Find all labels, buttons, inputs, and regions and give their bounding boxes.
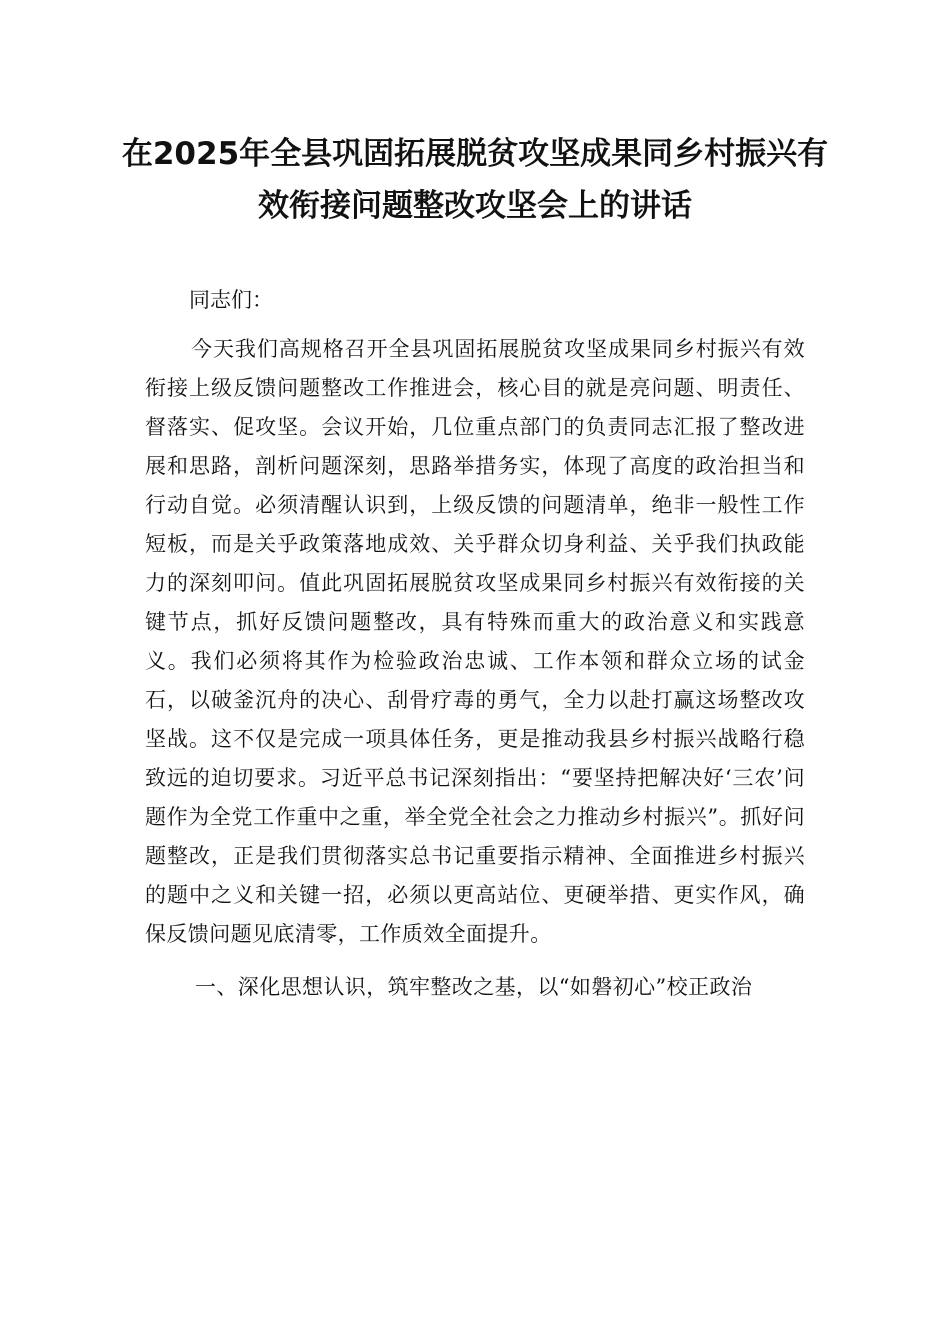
- document-body: [145, 282, 805, 1007]
- document-title: 在2025年全县巩固拓展脱贫攻坚成果同乡村振兴有效衔接问题整改攻坚会上的讲话: [121, 136, 829, 224]
- salutation: 同志们：: [189, 288, 273, 312]
- body-paragraph: 今天我们高规格召开全县巩固拓展脱贫攻坚成果同乡村振兴有效衔接上级反馈问题整改工作推进会，核心目的就是亮问题、明责任、督落实、促攻坚。会议开始，几位重点部门的负责同志汇报了整改进展和思路，剖析问题深刻，思路举措务实，体现了高度的政治担当和行动自觉。必须清醒认识到，上级反馈的问题清单，绝非一般性工作短板，而是关乎政策落地成效、关乎群众切身利益、关乎我们执政能力的深刻叩问。值此巩固拓展脱贫攻坚成果同乡村振兴有效衔接的关键节点，抓好反馈问题整改，具有特殊而重大的政治意义和实践意义。我们必须将其作为检验政治忠诚、工作本领和群众立场的试金石，以破釜沉舟的决心、刮骨疗毒的勇气，全力以赴打赢这场整改攻坚战。这不仅是完成一项具体任务，更是推动我县乡村振兴战略行稳致远的迫切要求。习近平总书记深刻指出：“要坚持把解决好‘三农’问题作为全党工作重中之重，举全党全社会之力推动乡村振兴”。抓好问题整改，正是我们贯彻落实总书记重要指示精神、全面推进乡村振兴的题中之义和关键一招，必须以更高站位、更硬举措、更实作风，确保反馈问题见底清零，工作质效全面提升。: [145, 337, 805, 946]
- section-heading: 一、深化思想认识，筑牢整改之基，以“如磐初心”校正政治: [195, 975, 753, 999]
